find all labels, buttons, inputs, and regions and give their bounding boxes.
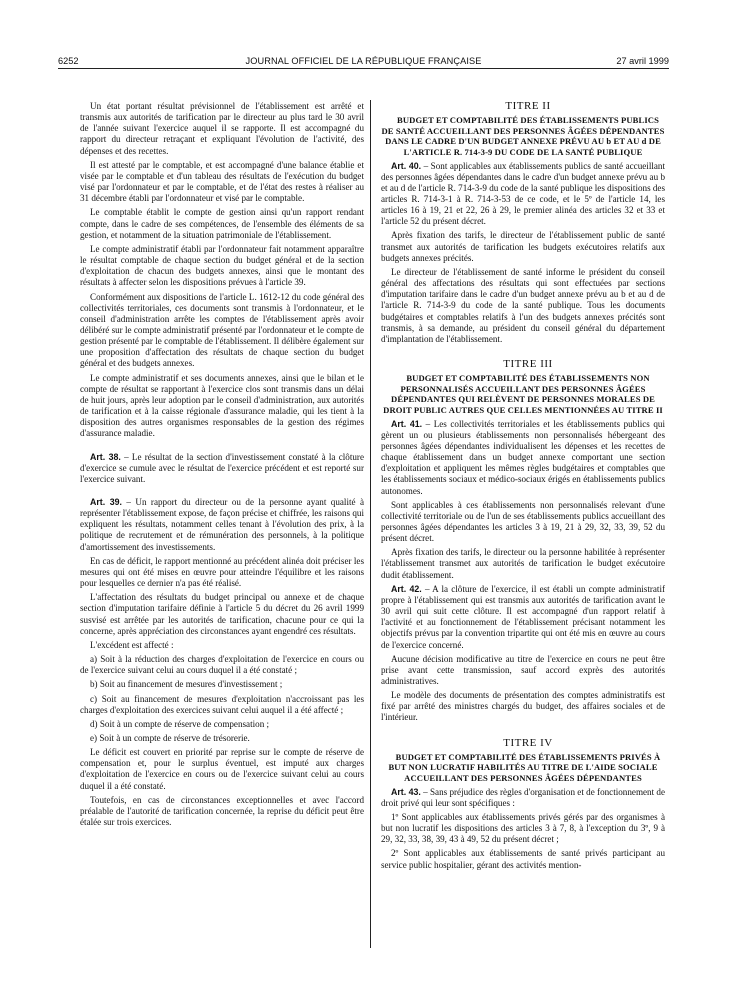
article-label: Art. 42. <box>391 583 422 594</box>
article-text: – Sans préjudice des règles d'organisation et de fonctionnement de droit privé qui leur sont spécifiques : <box>381 786 666 808</box>
article-text: – Le résultat de la section d'investissement constaté à la clôture d'exercice se cumule avec le résultat de l'exercice précédent et est reporté sur l'exercice suivant. <box>80 451 364 484</box>
column-divider <box>370 100 371 948</box>
article-40 <box>381 161 665 228</box>
section-heading: BUDGET ET COMPTABILITÉ DES ÉTABLISSEMENTS NON PERSONNALISÉS ACCUEILLANT DES PERSONNES ÂGÉES DÉPENDANTES QUI RELÈVENT DE PERSONNES MORALES DE DROIT PUBLIC AUTRES QUE CELLES MENTIONNÉES AU TITRE II <box>383 373 663 415</box>
paragraph: Le modèle des documents de présentation des comptes administratifs est fixé par arrêté des ministres chargés du budget, des affaires sociales et de l'intérieur. <box>381 690 665 723</box>
paragraph: 1º Sont applicables aux établissements privés gérés par des organismes à but non lucratif les dispositions des articles 3 à 7, 8, à l'exception du 3º, 9 à 29, 32, 33, 38, 39, 43 à 49, 52 du présent décret ; <box>381 811 665 845</box>
list-item: c) Soit au financement de mesures d'exploitation n'accroissant pas les charges d'exploitation des exercices suivant celui auquel il a été affecté ; <box>80 693 364 715</box>
paragraph: Conformément aux dispositions de l'article L. 1612-12 du code général des collectivités territoriales, ces documents sont transmis à l'ordonnateur, et le conseil d'administration arrête les comptes de l'établissement après avoir délibéré sur le compte administratif présenté par l'ordonnateur et le compte de gestion présenté par le comptable de l'établissement. Il délibère également sur une proposition d'affectation des résultats de chaque section du budget général et des budgets annexes. <box>80 291 364 369</box>
paragraph: Sont applicables à ces établissements non personnalisés relevant d'une collectivité territoriale ou de l'un de ses établissements publics accueillant des personnes âgées dépendantes les articles 3 à 19, 21 à 29, 32, 33, 39, 52 du présent décret. <box>381 499 665 544</box>
article-label: Art. 38. <box>90 451 121 462</box>
titre-heading: TITRE IV <box>503 736 553 749</box>
article-39 <box>80 497 364 553</box>
paragraph: En cas de déficit, le rapport mentionné au précédent alinéa doit préciser les mesures qui ont été mises en œuvre pour atteindre l'équilibre et les raisons pour lesquelles ce dernier n'a pas été réalisé. <box>80 555 364 589</box>
paragraph: 2º Sont applicables aux établissements de santé privés participant au service public hospitalier, gérant des activités mention- <box>381 848 665 870</box>
paragraph: Le compte administratif établi par l'ordonnateur fait notamment apparaître le résultat comptable de chaque section du budget général et de la section d'exploitation de chacun des budgets annexes, ainsi que le montant des résultats à affecter selon les dispositions prévues à l'article 39. <box>80 243 364 288</box>
paragraph: L'affectation des résultats du budget principal ou annexe et de chaque section d'imputation tarifaire définie à l'article 5 du décret du 26 avril 1999 susvisé est arrêtée par les autorités de tarification, chacune pour ce qui la concerne, après appréciation des circonstances ayant engendré ces résultats. <box>80 592 364 636</box>
article-label: Art. 40. <box>391 160 422 171</box>
article-label: Art. 41. <box>391 418 423 429</box>
publication-date: 27 avril 1999 <box>616 56 669 66</box>
section-heading: BUDGET ET COMPTABILITÉ DES ÉTABLISSEMENTS PRIVÉS À BUT NON LUCRATIF HABILITÉS AU TITRE DE L'AIDE SOCIALE ACCUEILLANT DES PERSONNES ÂGÉES DÉPENDANTES <box>388 751 661 783</box>
header-rule <box>58 68 669 69</box>
list-item: e) Soit à un compte de réserve de trésorerie. <box>90 732 250 743</box>
article-label: Art. 43. <box>391 786 421 797</box>
titre-heading: TITRE III <box>503 358 553 371</box>
paragraph: Après fixation des tarifs, le directeur ou la personne habilitée à représenter l'établissement transmet aux autorités de tarification le budget exécutoire dudit établissement. <box>381 547 665 580</box>
paragraph: Le déficit est couvert en priorité par reprise sur le compte de réserve de compensation et, pour le surplus éventuel, est imputé aux charges d'exploitation de l'exercice en cours ou de l'exercice suivant celui au cours duquel il a été constaté. <box>80 747 364 791</box>
paragraph: Aucune décision modificative au titre de l'exercice en cours ne peut être prise avant cette transmission, sauf accord exprès des autorités administratives. <box>381 653 665 686</box>
article-text: – Les collectivités territoriales et les établissements publics qui gèrent un ou plusieurs établissements non personnalisés hébergeant des personnes âgées dépendantes individualisent les dépenses et les recettes de chaque établissement dans un budget annexe comportant une section d'exploitation et appliquent les mêmes règles budgétaires et comptables que les établissements sociaux et médico-sociaux érigés en établissements publics autonomes. <box>381 418 666 496</box>
paragraph: Après fixation des tarifs, le directeur de l'établissement public de santé transmet aux autorités de tarification les budgets exécutoires relatifs aux budgets annexes précités. <box>381 230 665 263</box>
article-label: Art. 39. <box>90 497 122 507</box>
paragraph: Il est attesté par le comptable, et est accompagné d'une balance établie et visée par le comptable et d'un tableau des résultats de l'exécution du budget visé par l'ordonnateur et par le comptable, et de l'état des restes à réaliser au 31 décembre établi par l'ordonnateur et visé par le comptable. <box>80 159 364 204</box>
paragraph: Le comptable établit le compte de gestion ainsi qu'un rapport rendant compte, dans le cadre de ses compétences, de l'ensemble des éléments de sa gestion, et notamment de la situation patrimoniale de l'établissement. <box>80 207 364 240</box>
paragraph: Toutefois, en cas de circonstances exceptionnelles et avec l'accord préalable de l'autorité de tarification concernée, la reprise du déficit peut être étalée sur trois exercices. <box>80 794 364 828</box>
article-text: – Un rapport du directeur ou de la personne ayant qualité à représenter l'établissement expose, de façon précise et chiffrée, les raisons qui expliquent les résultats, notamment celles tenant à l'évolution des prix, à la politique de recrutement et de rémunération des personnels, à la politique d'amortissement des investissements. <box>80 497 364 552</box>
left-column <box>80 101 364 831</box>
paragraph: Le directeur de l'établissement de santé informe le président du conseil général des affectations des résultats qui sont effectuées par sections d'imputation tarifaire dans le cadre d'un budget annexe prévu au b et au d de l'article R. 714-3-9 du code de la santé publique. Tous les documents budgétaires et comptables relatifs à l'un des budgets annexes précités sont transmis, à sa demande, au président du conseil général du département d'implantation de l'établissement. <box>381 266 665 344</box>
article-38 <box>80 452 364 485</box>
section-heading: BUDGET ET COMPTABILITÉ DES ÉTABLISSEMENTS PUBLICS DE SANTÉ ACCUEILLANT DES PERSONNES ÂGÉES DÉPENDANTES DANS LE CADRE D'UN BUDGET ANNEXE PRÉVU AU b ET AU d DE L'ARTICLE R. 714-3-9 DU CODE DE LA SANTÉ PUBLIQUE <box>381 115 665 157</box>
paragraph: Un état portant résultat prévisionnel de l'établissement est arrêté et transmis aux autorités de tarification par le directeur au plus tard le 30 avril de l'année suivant l'exercice auquel il se rapporte. Il est accompagné du rapport du directeur retraçant et expliquant l'évolution de l'activité, des dépenses et des recettes. <box>80 101 364 156</box>
article-text: – Sont applicables aux établissements publics de santé accueillant des personnes âgées dépendantes dans le cadre d'un budget annexe prévu au b et au d de l'article R. 714-3-9 du code de la santé publique les dispositions des articles R. 714-3-1 à R. 714-3-53 de ce code, et le 5º de l'article 14, les articles 16 à 19, 21 et 22, 26 à 29, le premier alinéa des articles 32 et 33 et l'article 52 du présent décret. <box>381 160 665 227</box>
page-number: 6252 <box>58 56 79 66</box>
right-column <box>381 101 665 874</box>
list-item: d) Soit à un compte de réserve de compensation ; <box>90 718 270 729</box>
list-item: b) Soit au financement de mesures d'investissement ; <box>90 679 283 690</box>
article-42 <box>381 584 665 651</box>
page-header <box>58 56 669 68</box>
journal-title: JOURNAL OFFICIEL DE LA RÉPUBLIQUE FRANÇAISE <box>245 56 482 66</box>
list-item: a) Soit à la réduction des charges d'exploitation de l'exercice en cours ou de l'exercice suivant celui au cours duquel il a été constaté ; <box>80 654 364 676</box>
article-43 <box>381 787 665 809</box>
paragraph: Le compte administratif et ses documents annexes, ainsi que le bilan et le compte de résultat se rapportant à l'exercice clos sont transmis dans un délai de huit jours, après leur adoption par le conseil d'administration, aux autorités de tarification et à la caisse régionale d'assurance maladie, qui les tient à la disposition des autres organismes responsables de la gestion des régimes d'assurance maladie. <box>80 372 364 439</box>
article-text: – A la clôture de l'exercice, il est établi un compte administratif propre à l'établissement qui est transmis aux autorités de tarification avant le 30 avril qui suit cette clôture. Il est accompagné d'un rapport relatif à l'activité et au fonctionnement de l'établissement précisant notamment les objectifs prévus par la convention tripartite qui ont été mis en œuvre au cours de l'exercice concerné. <box>381 583 665 650</box>
titre-heading: TITRE II <box>505 100 551 112</box>
paragraph: L'excédent est affecté : <box>90 639 174 650</box>
article-41 <box>381 419 665 497</box>
